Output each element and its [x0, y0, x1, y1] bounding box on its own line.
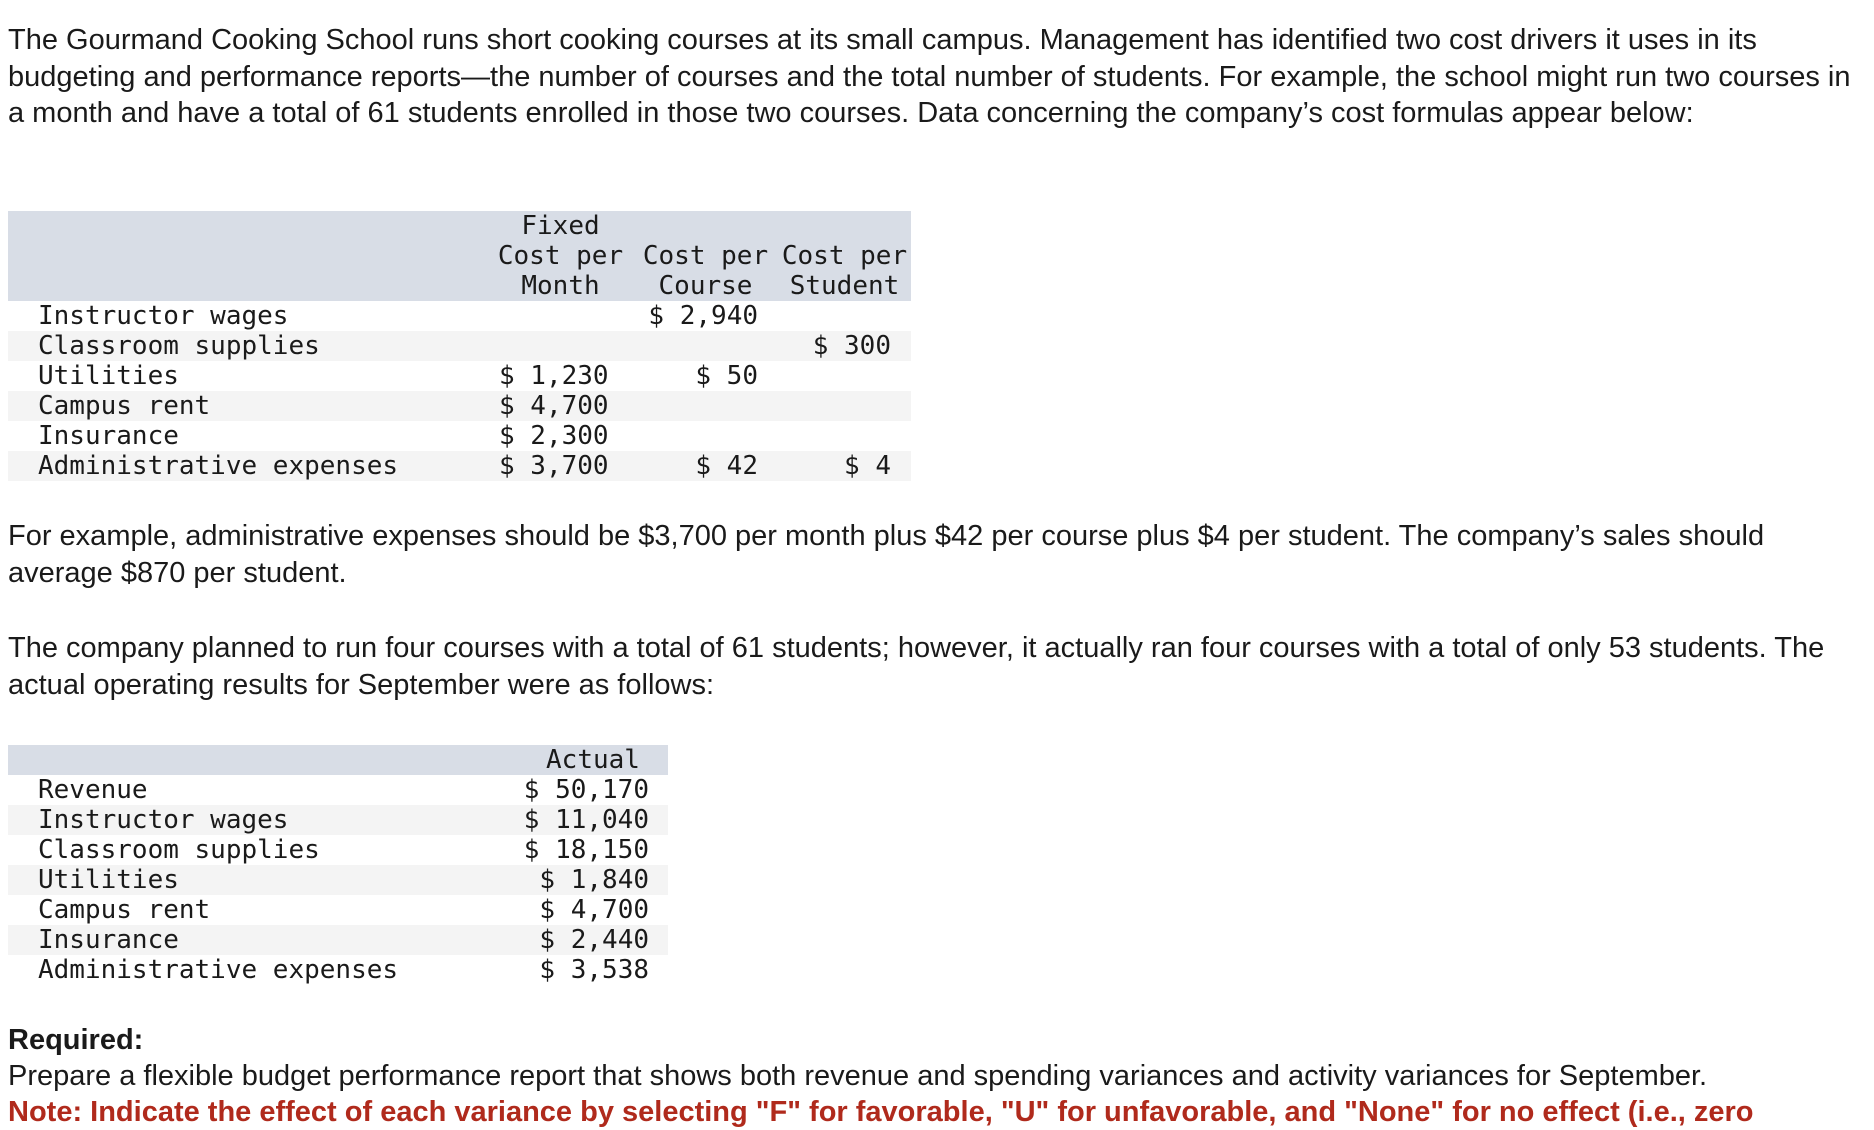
cost-table-header-row — [8, 211, 911, 301]
table-row — [8, 331, 911, 361]
actual-value-cell: $ 50,170 — [523, 775, 649, 805]
actual-results-table — [8, 745, 668, 985]
row-label: Insurance — [38, 421, 179, 451]
table-row — [8, 361, 911, 391]
per-course-cell — [633, 391, 778, 421]
table-row — [8, 301, 911, 331]
per-course-cell: $ 42 — [695, 451, 758, 481]
per-course-cell — [633, 331, 778, 361]
intro-paragraph: The Gourmand Cooking School runs short cooking courses at its small campus. Management has identified two cost drivers it uses in its budgeting and performance reports—the number of courses and the total number of students. For example, the school might run two courses in a month and have a total of 61 students enrolled in those two courses. Data concerning the company’s cost formulas appear below: — [8, 24, 1851, 129]
actual-value-cell: $ 3,538 — [539, 955, 649, 985]
row-label: Utilities — [38, 865, 179, 895]
cost-table-header-blank — [8, 211, 488, 301]
actual-value-cell: $ 4,700 — [539, 895, 649, 925]
fixed-cost-cell: $ 4,700 — [499, 391, 609, 421]
row-label: Classroom supplies — [38, 835, 320, 865]
header-cost-per-student: Cost per Student — [781, 241, 908, 301]
example-paragraph: For example, administrative expenses should be $3,700 per month plus $42 per course plus $4 per student. The company’s sales should average $870 per student. — [8, 520, 1765, 589]
per-course-cell — [633, 421, 778, 451]
fixed-cost-cell: $ 3,700 — [499, 451, 609, 481]
row-label: Insurance — [38, 925, 179, 955]
actual-table-header-row — [8, 745, 668, 775]
table-row — [8, 835, 668, 865]
row-label: Administrative expenses — [38, 451, 399, 481]
header-cost-per-course: Cost per Course — [642, 241, 769, 301]
actual-value-cell: $ 18,150 — [523, 835, 649, 865]
table-row — [8, 421, 911, 451]
table-row — [8, 775, 668, 805]
table-row — [8, 865, 668, 895]
required-text: Prepare a flexible budget performance report that shows both revenue and spending variances and activity variances for September. — [8, 1060, 1708, 1092]
fixed-cost-cell: $ 2,300 — [499, 421, 609, 451]
required-heading: Required: — [8, 1024, 144, 1056]
header-fixed-cost-per-month: Fixed Cost per Month — [497, 211, 624, 301]
required-note: Note: Indicate the effect of each variance by selecting "F" for favorable, "U" for unfavorable, and "None" for no effect (i.e., zero — [8, 1096, 1754, 1128]
fixed-cost-cell: $ 1,230 — [499, 361, 609, 391]
actual-value-cell: $ 2,440 — [539, 925, 649, 955]
table-row — [8, 805, 668, 835]
row-label: Revenue — [38, 775, 148, 805]
actual-value-cell: $ 11,040 — [523, 805, 649, 835]
table-row — [8, 391, 911, 421]
per-student-cell: $ 4 — [844, 451, 891, 481]
row-label: Administrative expenses — [38, 955, 399, 985]
row-label: Campus rent — [38, 391, 211, 421]
row-label: Campus rent — [38, 895, 211, 925]
header-actual: Actual — [546, 745, 640, 775]
row-label: Utilities — [38, 361, 179, 391]
table-row — [8, 895, 668, 925]
actual-table-header-blank — [8, 745, 518, 775]
actual-value-cell: $ 1,840 — [539, 865, 649, 895]
per-student-cell — [778, 421, 911, 451]
table-row — [8, 955, 668, 985]
row-label: Classroom supplies — [38, 331, 320, 361]
per-student-cell — [778, 391, 911, 421]
planned-paragraph: The company planned to run four courses with a total of 61 students; however, it actually ran four courses with a total of only 53 students. The actual operating results for September were as follows: — [8, 632, 1825, 701]
per-student-cell: $ 300 — [812, 331, 891, 361]
fixed-cost-cell — [488, 301, 633, 331]
per-student-cell — [778, 361, 911, 391]
per-student-cell — [778, 301, 911, 331]
row-label: Instructor wages — [38, 301, 289, 331]
per-course-cell: $ 50 — [695, 361, 758, 391]
table-row — [8, 925, 668, 955]
cost-formula-table — [8, 211, 911, 481]
row-label: Instructor wages — [38, 805, 289, 835]
per-course-cell: $ 2,940 — [648, 301, 758, 331]
table-row — [8, 451, 911, 481]
fixed-cost-cell — [488, 331, 633, 361]
